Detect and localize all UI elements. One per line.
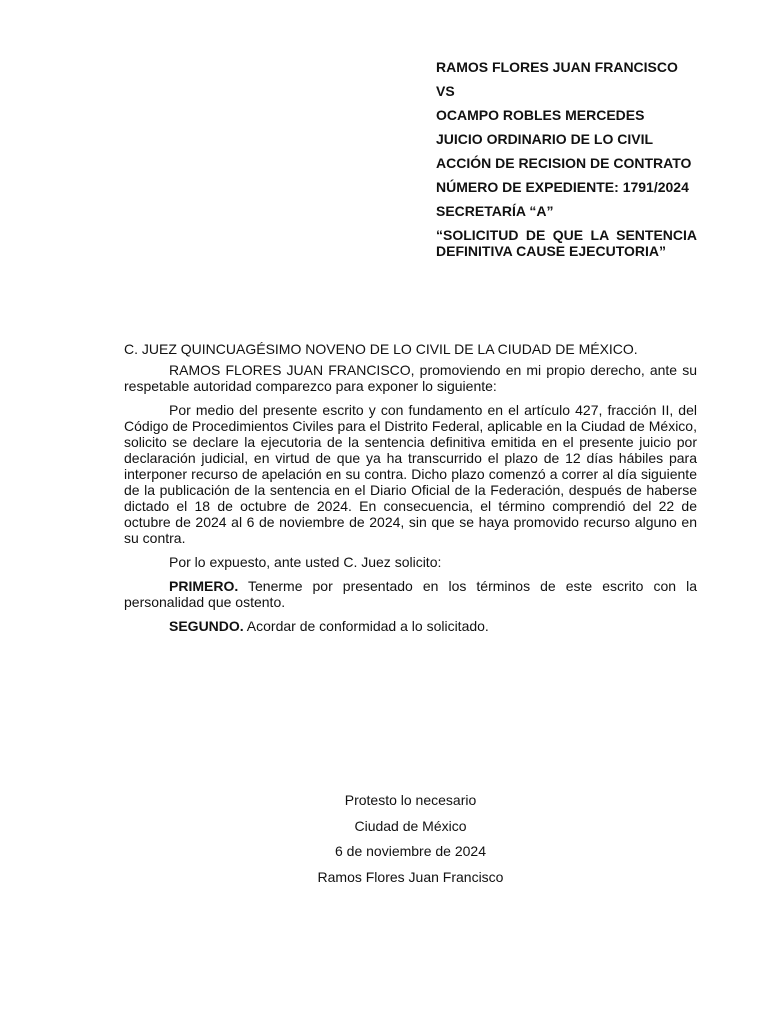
secretariat: SECRETARÍA “A” [436, 203, 554, 219]
first-petition-text: Tenerme por presentado en los términos de este escrito con la personalidad que ostento. [124, 578, 697, 610]
document-body [124, 341, 697, 642]
closing-protest: Protesto lo necesario [344, 792, 477, 808]
request-intro: Por lo expuesto, ante usted C. Juez solicito: [169, 554, 442, 570]
plaintiff-name: RAMOS FLORES JUAN FRANCISCO [436, 59, 678, 75]
main-paragraph: Por medio del presente escrito y con fundamento en el artículo 427, fracción II, del Código de Procedimientos Civiles para el Distrito Federal, aplicable en la Ciudad de México, solicito se declare la ejecutoria de la sentencia definitiva emitida en el presente juicio por declaración judicial, en virtud de que ya ha transcurrido el plazo de 12 días hábiles para interponer recurso de apelación en su contra. Dicho plazo comenzó a correr al día siguiente de la publicación de la sentencia en el Diario Oficial de la Federación, después de haberse dictado el 18 de octubre de 2024. En consecuencia, el término comprendió del 22 de octubre de 2024 al 6 de noviembre de 2024, sin que se haya promovido recurso alguno en su contra. [124, 402, 697, 546]
document-subject: “SOLICITUD DE QUE LA SENTENCIA DEFINITIVA CAUSE EJECUTORIA” [436, 227, 697, 259]
first-petition [124, 578, 697, 610]
closing-block [124, 792, 697, 894]
action-type: ACCIÓN DE RECISION DE CONTRATO [436, 155, 692, 171]
signatory-name: Ramos Flores Juan Francisco [317, 868, 504, 885]
second-petition [124, 618, 697, 634]
defendant-name: OCAMPO ROBLES MERCEDES [436, 107, 645, 123]
case-caption [436, 59, 697, 267]
closing-city: Ciudad de México [354, 817, 467, 834]
first-petition-label: PRIMERO. [169, 578, 239, 594]
second-petition-text: Acordar de conformidad a lo solicitado. [243, 618, 489, 634]
intro-paragraph: RAMOS FLORES JUAN FRANCISCO, promoviendo en mi propio derecho, ante su respetable autoridad comparezco para exponer lo siguiente: [124, 362, 697, 394]
versus-label: VS [436, 83, 455, 99]
trial-type: JUICIO ORDINARIO DE LO CIVIL [436, 131, 654, 147]
case-number: NÚMERO DE EXPEDIENTE: 1791/2024 [436, 179, 689, 195]
addressee: C. JUEZ QUINCUAGÉSIMO NOVENO DE LO CIVIL DE LA CIUDAD DE MÉXICO. [124, 341, 638, 357]
closing-date: 6 de noviembre de 2024 [335, 843, 486, 859]
second-petition-label: SEGUNDO. [169, 618, 244, 634]
